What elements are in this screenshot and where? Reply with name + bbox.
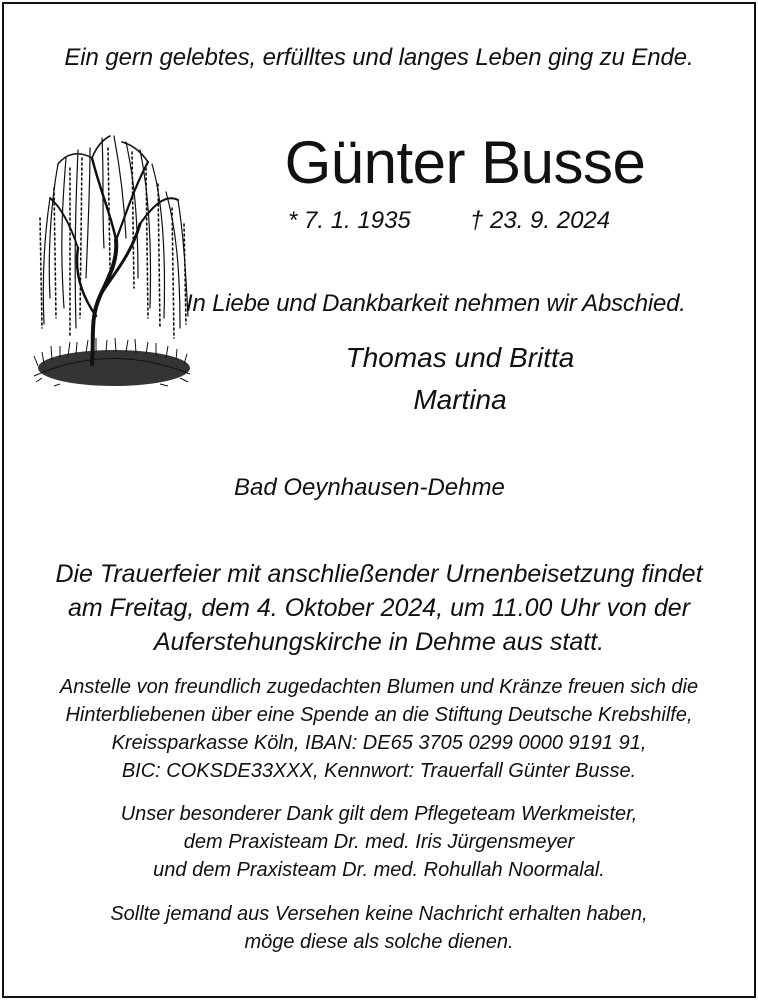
thanks-line: Unser besonderer Dank gilt dem Pflegeteam Werkmeister, — [120, 803, 638, 825]
mourner-line: Thomas und Britta — [345, 342, 575, 373]
donation-line: BIC: COKSDE33XXX, Kennwort: Trauerfall Günter Busse. — [121, 760, 637, 782]
birth-date: * 7. 1. 1935 — [288, 207, 411, 234]
weeping-willow-icon — [30, 128, 194, 414]
note-line: möge diese als solche dienen. — [244, 931, 514, 953]
ceremony-line: Auferstehungskirche in Dehme aus statt. — [153, 628, 605, 656]
thanks-line: dem Praxisteam Dr. med. Iris Jürgensmeyer — [183, 831, 575, 853]
donation-line: Anstelle von freundlich zugedachten Blumen und Kränze freuen sich die — [59, 676, 699, 698]
farewell-line: In Liebe und Dankbarkeit nehmen wir Abschied. — [186, 290, 686, 317]
place-line: Bad Oeynhausen-Dehme — [234, 474, 505, 501]
donation-line: Hinterbliebenen über eine Spende an die Stiftung Deutsche Krebshilfe, — [65, 704, 693, 726]
donation-line: Kreissparkasse Köln, IBAN: DE65 3705 0299 0000 9191 91, — [111, 732, 647, 754]
death-date: † 23. 9. 2024 — [470, 207, 611, 234]
deceased-name: Günter Busse — [284, 129, 646, 196]
motto: Ein gern gelebtes, erfülltes und langes Leben ging zu Ende. — [64, 44, 694, 71]
thanks-line: und dem Praxisteam Dr. med. Rohullah Noormalal. — [153, 859, 605, 881]
mourner-line: Martina — [413, 384, 507, 415]
ceremony-line: Die Trauerfeier mit anschließender Urnenbeisetzung findet — [55, 560, 703, 588]
ceremony-line: am Freitag, dem 4. Oktober 2024, um 11.00 Uhr von der — [67, 594, 691, 622]
note-line: Sollte jemand aus Versehen keine Nachricht erhalten haben, — [110, 903, 648, 925]
